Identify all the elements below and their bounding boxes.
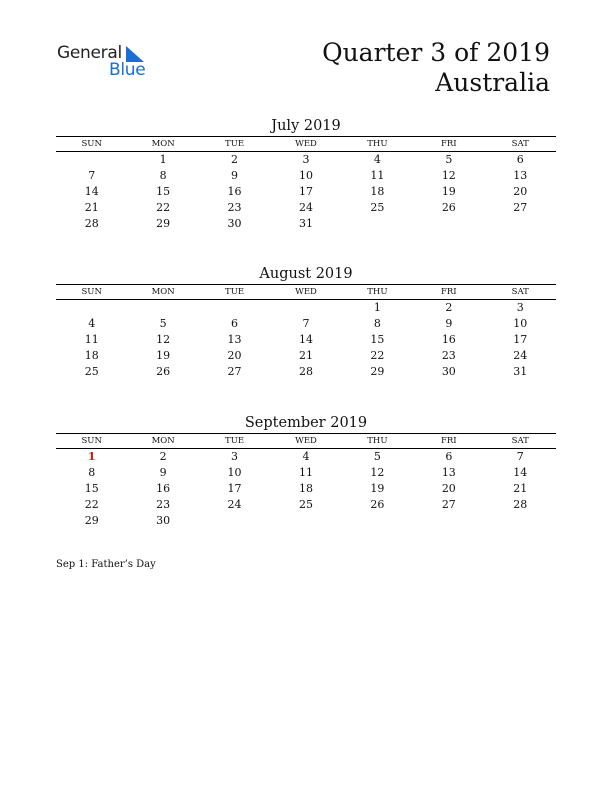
day-cell: 1 [373,301,381,314]
week-row [56,449,556,465]
weekday-header: FRI [440,287,457,297]
day-cell [199,300,270,316]
day-cell: 1 [87,450,96,463]
logo-general-text: General [57,43,122,63]
day-cell: 26 [156,365,171,378]
day-cell: 31 [298,217,313,230]
day-cell: 17 [227,482,242,495]
day-cell: 9 [445,317,453,330]
day-cell: 4 [373,153,381,166]
weekday-header: SAT [511,436,529,446]
day-cell: 1 [159,153,167,166]
day-cell: 19 [441,185,456,198]
logo-blue-text: Blue [109,60,146,80]
day-cell: 2 [159,450,167,463]
day-cell: 26 [370,498,385,511]
day-cell: 12 [441,169,456,182]
weekday-header: SUN [81,287,102,297]
day-cell: 29 [84,514,99,527]
day-cell: 22 [370,349,385,362]
week-row [56,497,556,513]
day-cell: 11 [298,466,313,479]
day-cell: 3 [302,153,310,166]
day-cell: 27 [513,201,528,214]
day-cell: 18 [370,185,385,198]
day-cell [270,300,341,316]
week-row [56,200,556,216]
week-row [56,300,556,316]
day-cell: 28 [513,498,528,511]
day-cell: 20 [227,349,242,362]
day-cell: 8 [88,466,96,479]
day-cell: 22 [156,201,171,214]
day-cell: 15 [84,482,99,495]
day-cell: 30 [156,514,171,527]
day-cell [56,300,127,316]
day-cell: 12 [156,333,171,346]
day-cell: 13 [227,333,242,346]
week-row [56,152,556,168]
weekday-header: THU [367,436,388,446]
weekday-header: MON [151,287,175,297]
weekday-header: SUN [81,436,102,446]
day-cell: 14 [84,185,99,198]
title-country: Australia [435,68,550,97]
day-cell [485,513,556,529]
weekday-header: WED [295,287,317,297]
day-cell: 23 [156,498,171,511]
day-cell: 21 [513,482,528,495]
day-cell [127,300,198,316]
day-cell: 16 [156,482,171,495]
day-cell: 13 [513,169,528,182]
day-cell: 16 [227,185,242,198]
day-cell: 16 [441,333,456,346]
day-cell [199,513,270,529]
weekday-header: SAT [511,287,529,297]
day-cell: 24 [513,349,528,362]
weekday-header: SAT [511,139,529,149]
day-cell: 18 [84,349,99,362]
month-title: August 2019 [259,266,353,282]
day-cell: 11 [370,169,385,182]
day-cell: 19 [370,482,385,495]
weekday-header: TUE [225,139,245,149]
week-row [56,465,556,481]
month-title: September 2019 [244,415,368,431]
day-cell [413,513,484,529]
day-cell: 5 [445,153,453,166]
weekday-header: SUN [81,139,102,149]
day-cell: 7 [88,169,96,182]
day-cell: 25 [84,365,99,378]
weekday-header: THU [367,139,388,149]
day-cell: 30 [227,217,242,230]
day-cell: 6 [445,450,453,463]
weekday-header: MON [151,436,175,446]
title-quarter: Quarter 3 of 2019 [322,38,550,67]
day-cell: 24 [298,201,313,214]
week-row [56,168,556,184]
day-cell: 6 [516,153,524,166]
day-cell: 3 [231,450,239,463]
day-cell: 30 [441,365,456,378]
day-cell: 4 [302,450,310,463]
day-cell: 9 [159,466,167,479]
month-july [56,116,556,232]
week-row [56,332,556,348]
day-cell: 20 [441,482,456,495]
weekday-header: TUE [225,436,245,446]
weekday-header: TUE [225,287,245,297]
day-cell: 23 [227,201,242,214]
week-row [56,348,556,364]
day-cell: 26 [441,201,456,214]
day-cell: 7 [516,450,524,463]
weekday-header: FRI [440,436,457,446]
week-row [56,216,556,232]
day-cell: 18 [298,482,313,495]
day-cell [485,216,556,232]
day-cell: 13 [441,466,456,479]
weekday-header: THU [367,287,388,297]
day-cell [342,216,413,232]
day-cell: 19 [156,349,171,362]
day-cell: 31 [513,365,528,378]
day-cell: 21 [84,201,99,214]
weekday-header: WED [295,139,317,149]
day-cell: 27 [441,498,456,511]
weekday-header-row [56,434,556,448]
day-cell: 17 [513,333,528,346]
day-cell: 27 [227,365,242,378]
weekday-header-row [56,285,556,299]
week-row [56,481,556,497]
day-cell: 8 [373,317,381,330]
day-cell: 22 [84,498,99,511]
day-cell: 28 [298,365,313,378]
day-cell: 14 [298,333,313,346]
weekday-header: MON [151,139,175,149]
weekday-header: WED [295,436,317,446]
day-cell: 25 [298,498,313,511]
day-cell: 24 [227,498,242,511]
day-cell: 10 [227,466,242,479]
day-cell: 25 [370,201,385,214]
day-cell: 20 [513,185,528,198]
day-cell: 28 [84,217,99,230]
week-row [56,316,556,332]
day-cell: 29 [370,365,385,378]
weekday-header: FRI [440,139,457,149]
day-cell [342,513,413,529]
day-cell [270,513,341,529]
month-august [56,264,556,380]
day-cell: 7 [302,317,310,330]
week-row [56,513,556,529]
day-cell: 23 [441,349,456,362]
day-cell: 3 [516,301,524,314]
day-cell: 21 [298,349,313,362]
day-cell: 11 [84,333,99,346]
day-cell: 5 [373,450,381,463]
day-cell: 12 [370,466,385,479]
week-row [56,184,556,200]
logo [57,43,177,83]
day-cell: 14 [513,466,528,479]
month-september [56,413,556,529]
weekday-header-row [56,137,556,151]
day-cell: 9 [231,169,239,182]
day-cell: 10 [513,317,528,330]
day-cell: 10 [298,169,313,182]
day-cell: 4 [88,317,96,330]
day-cell: 29 [156,217,171,230]
page-title [322,38,550,98]
day-cell: 2 [231,153,239,166]
day-cell: 6 [231,317,239,330]
day-cell [56,152,127,168]
day-cell: 8 [159,169,167,182]
day-cell: 2 [445,301,453,314]
day-cell: 17 [298,185,313,198]
day-cell: 15 [156,185,171,198]
day-cell: 15 [370,333,385,346]
day-cell: 5 [159,317,167,330]
week-row [56,364,556,380]
holiday-note: Sep 1: Father’s Day [56,559,156,570]
month-title: July 2019 [271,118,341,134]
day-cell [413,216,484,232]
